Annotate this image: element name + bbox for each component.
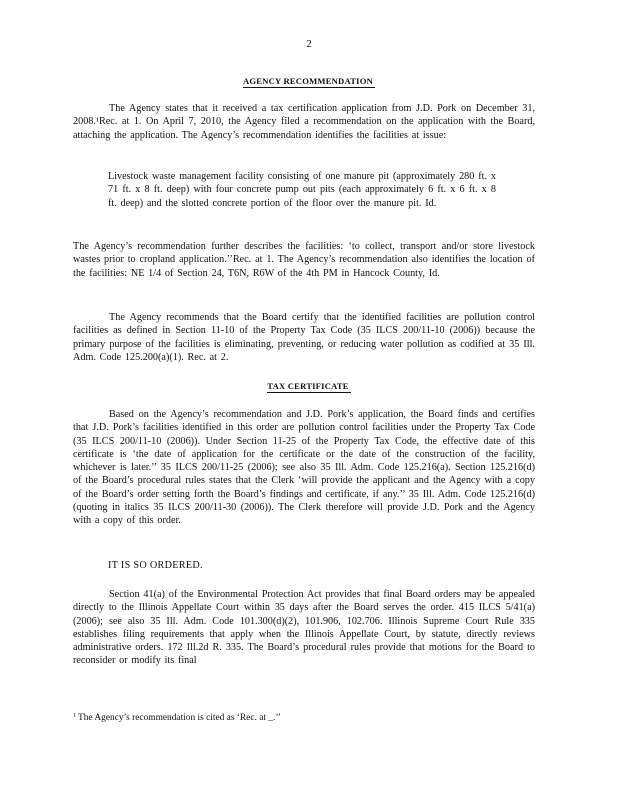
- footnote-text: The Agency’s recommendation is cited as ‘Rec. at _.’’: [78, 713, 281, 723]
- heading-tax-certificate: [0, 381, 618, 393]
- heading-agency-recommendation: [0, 76, 618, 88]
- footnote-marker: 1: [73, 713, 76, 719]
- heading-text: TAX CERTIFICATE: [267, 381, 349, 391]
- paragraph-appeal-rights: Section 41(a) of the Environmental Protection Act provides that final Board orders may be appealed directly to the Illinois Appellate Court within 35 days after the Board serves the order. 415 ILCS 5/41(a) (2006); see also 35 Ill. Adm. Code 101.300(d)(2), 101.906, 102.706. Illinois Supreme Court Rule 335 establishes filing requirements that apply when the Illinois Appellate Court, by statute, directly reviews administrative orders. 172 Ill.2d R. 335. The Board’s procedural rules provide that motions for the Board to reconsider or modify its final: [73, 589, 535, 667]
- paragraph-agency-received: The Agency states that it received a tax certification application from J.D. Pork on December 31, 2008.¹Rec. at 1. On April 7, 2010, the Agency filed a recommendation on the application with the Board, attaching the application. The Agency’s recommendation identifies the facilities at issue:: [73, 103, 535, 141]
- paragraph-facility-purpose: The Agency’s recommendation further describes the facilities: ‘to collect, transport and/or store livestock wastes prior to cropland application.’’Rec. at 1. The Agency’s recommendation also identifies the location of the facilities: NE 1/4 of Section 24, T6N, R6W of the 4th PM in Hancock County, Id.: [73, 241, 535, 279]
- footnote: [73, 713, 281, 723]
- ordered-statement: IT IS SO ORDERED.: [108, 560, 203, 571]
- heading-text: AGENCY RECOMMENDATION: [242, 76, 373, 86]
- paragraph-board-finds: Based on the Agency’s recommendation and J.D. Pork’s application, the Board finds and certifies that J.D. Pork’s facilities identified in this order are pollution control facilities under the Property Tax Code (35 ILCS 200/11-10 (2006)). Under Section 11-25 of the Property Tax Code, the effective date of this certificate is ‘the date of application for the certificate or the date of the construction of the facility, whichever is later.’’ 35 ILCS 200/11-25 (2006); see also 35 Ill. Adm. Code 125.216(a). Section 125.216(d) of the Board’s procedural rules states that the Clerk ‘will provide the applicant and the Agency with a copy of the Board’s order setting forth the Board’s findings and certificate, if any.’’ 35 Ill. Adm. Code 125.216(d) (quoting in italics 35 ILCS 200/11-30 (2006)). The Clerk therefore will provide J.D. Pork and the Agency with a copy of this order.: [73, 409, 535, 527]
- paragraph-agency-recommends: The Agency recommends that the Board certify that the identified facilities are pollution control facilities as defined in Section 11-10 of the Property Tax Code (35 ILCS 200/11-10 (2006)) because the primary purpose of the facilities is eliminating, preventing, or reducing water pollution as codified at 35 Ill. Adm. Code 125.200(a)(1). Rec. at 2.: [73, 312, 535, 363]
- page-number: 2: [306, 38, 312, 50]
- block-quote-facility-description: Livestock waste management facility consisting of one manure pit (approximately 280 ft. x 71 ft. x 8 ft. deep) with four concrete pump out pits (each approximately 6 ft. x 6 ft. x 8 ft. deep) and the slotted concrete portion of the floor over the manure pit. Id.: [108, 171, 496, 209]
